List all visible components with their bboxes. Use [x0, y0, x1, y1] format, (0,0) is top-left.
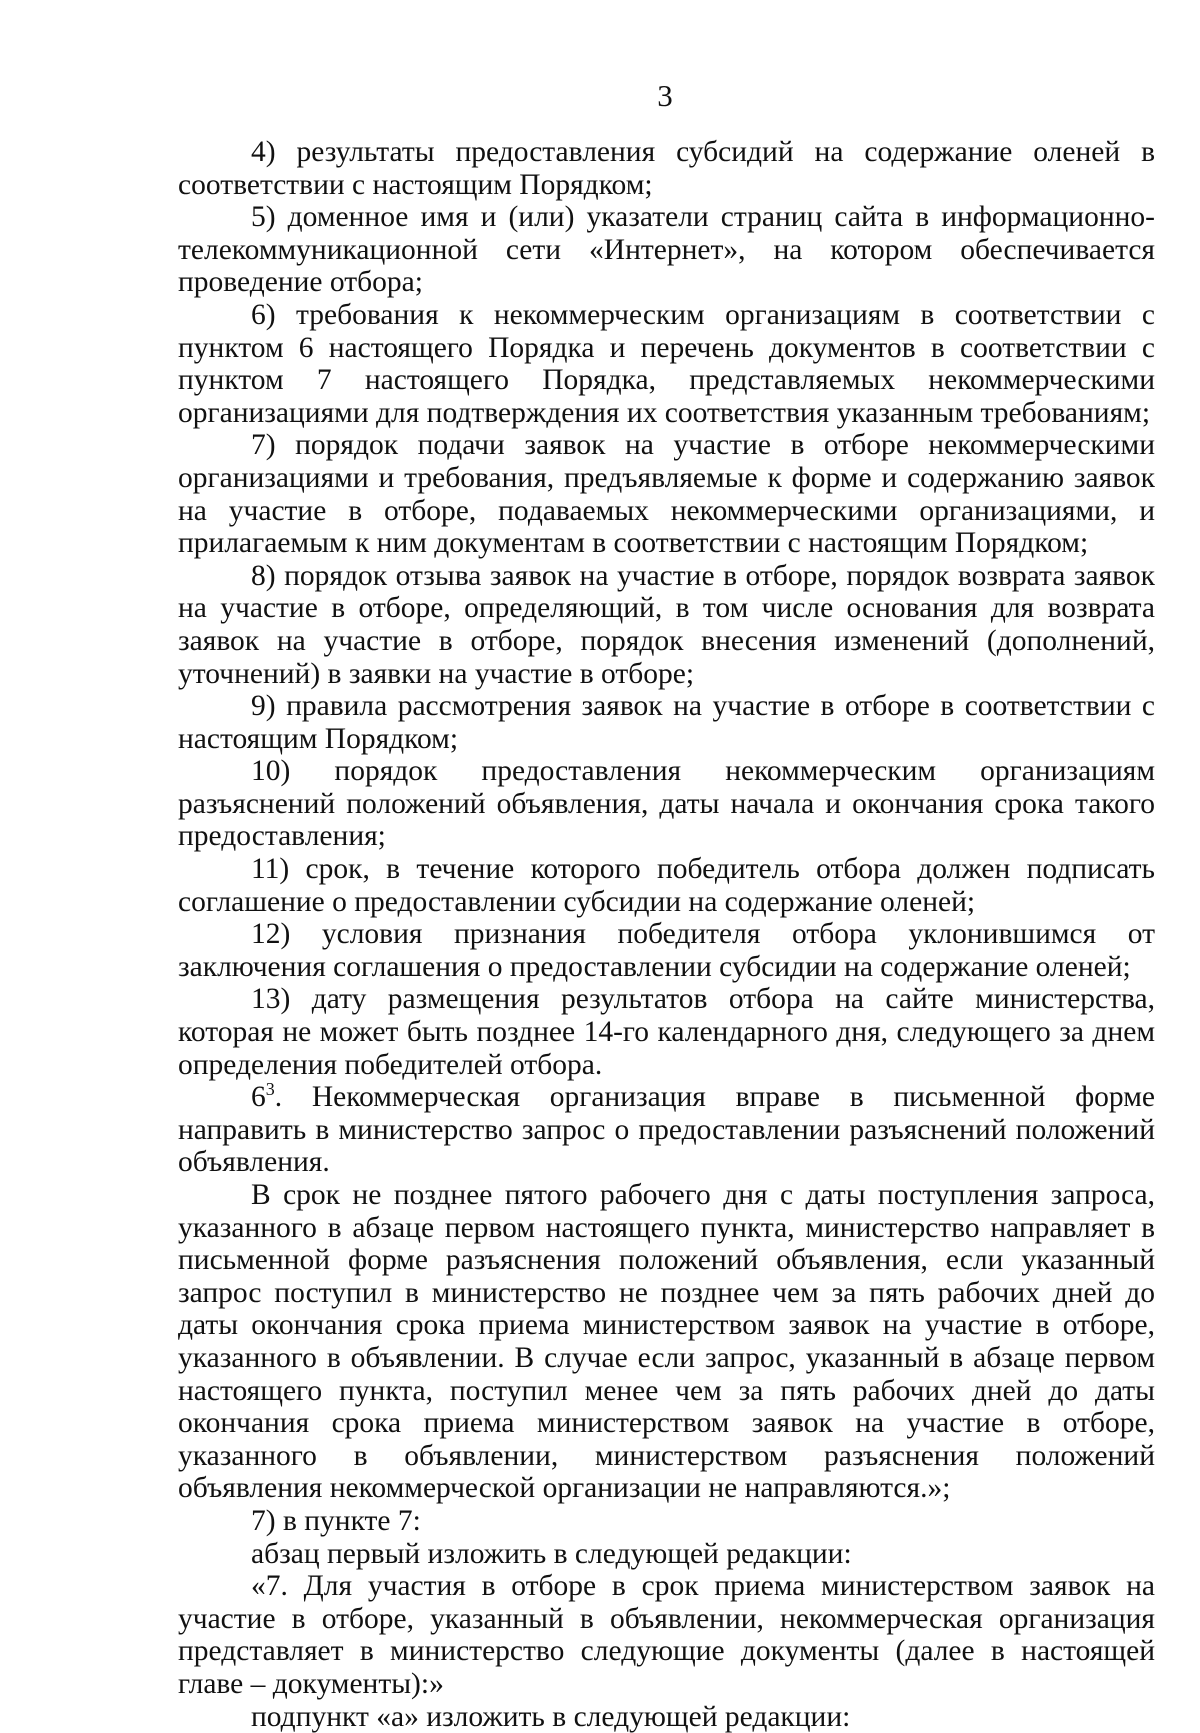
list-item-6: 6) требования к некоммерческим организациям в соответствии с пунктом 6 настоящего Порядка и перечень документов в соответствии с пунктом 7 настоящего Порядка, представляемых некоммерческими организациями для подтверждения их соответствия указанным требованиям;: [178, 299, 1155, 429]
clause-number: 6: [251, 1081, 266, 1113]
amendment-new-text: «7. Для участия в отборе в срок приема министерством заявок на участие в отборе, указанный в объявлении, некоммерческая организация представляет в министерство следующие документы (далее в настоящей главе – документы):»: [178, 1570, 1155, 1700]
amendment-item-7: 7) в пункте 7:: [178, 1505, 1155, 1538]
list-item-8: 8) порядок отзыва заявок на участие в отборе, порядок возврата заявок на участие в отборе, определяющий, в том числе основания для возврата заявок на участие в отборе, порядок внесения изменений (дополнений, уточнений) в заявки на участие в отборе;: [178, 560, 1155, 690]
amendment-instruction: абзац первый изложить в следующей редакции:: [178, 1538, 1155, 1571]
document-body: [178, 136, 1155, 1733]
amendment-subitem-a: подпункт «а» изложить в следующей редакции:: [178, 1701, 1155, 1733]
list-item-9: 9) правила рассмотрения заявок на участие в отборе в соответствии с настоящим Порядком;: [178, 690, 1155, 755]
list-item-11: 11) срок, в течение которого победитель отбора должен подписать соглашение о предоставлении субсидии на содержание оленей;: [178, 853, 1155, 918]
clarification-deadline-paragraph: В срок не позднее пятого рабочего дня с даты поступления запроса, указанного в абзаце первом настоящего пункта, министерство направляет в письменной форме разъяснения положений объявления, если указанный запрос поступил в министерство не позднее чем за пять рабочих дней до даты окончания срока приема министерством заявок на участие в отборе, указанного в объявлении. В случае если запрос, указанный в абзаце первом настоящего пункта, поступил менее чем за пять рабочих дней до даты окончания срока приема министерством заявок на участие в отборе, указанного в объявлении, министерством разъяснения положений объявления некоммерческой организации не направляются.»;: [178, 1179, 1155, 1505]
list-item-7: 7) порядок подачи заявок на участие в отборе некоммерческими организациями и требования, предъявляемые к форме и содержанию заявок на участие в отборе, подаваемых некоммерческими организациями, и прилагаемым к ним документам в соответствии с настоящим Порядком;: [178, 429, 1155, 559]
list-item-10: 10) порядок предоставления некоммерческим организациям разъяснений положений объявления, даты начала и окончания срока такого предоставления;: [178, 755, 1155, 853]
page-number: 3: [0, 78, 1200, 114]
list-item-13: 13) дату размещения результатов отбора на сайте министерства, которая не может быть позднее 14-го календарного дня, следующего за днем определения победителей отбора.: [178, 983, 1155, 1081]
list-item-12: 12) условия признания победителя отбора уклонившимся от заключения соглашения о предоставлении субсидии на содержание оленей;: [178, 918, 1155, 983]
list-item-5: 5) доменное имя и (или) указатели страниц сайта в информационно-телекоммуникационной сети «Интернет», на котором обеспечивается проведение отбора;: [178, 201, 1155, 299]
clause-text: . Некоммерческая организация вправе в письменной форме направить в министерство запрос о предоставлении разъяснений положений объявления.: [178, 1081, 1155, 1178]
clause-6-3: [178, 1081, 1155, 1179]
clause-superscript: 3: [266, 1079, 275, 1099]
list-item-4: 4) результаты предоставления субсидий на содержание оленей в соответствии с настоящим Порядком;: [178, 136, 1155, 201]
